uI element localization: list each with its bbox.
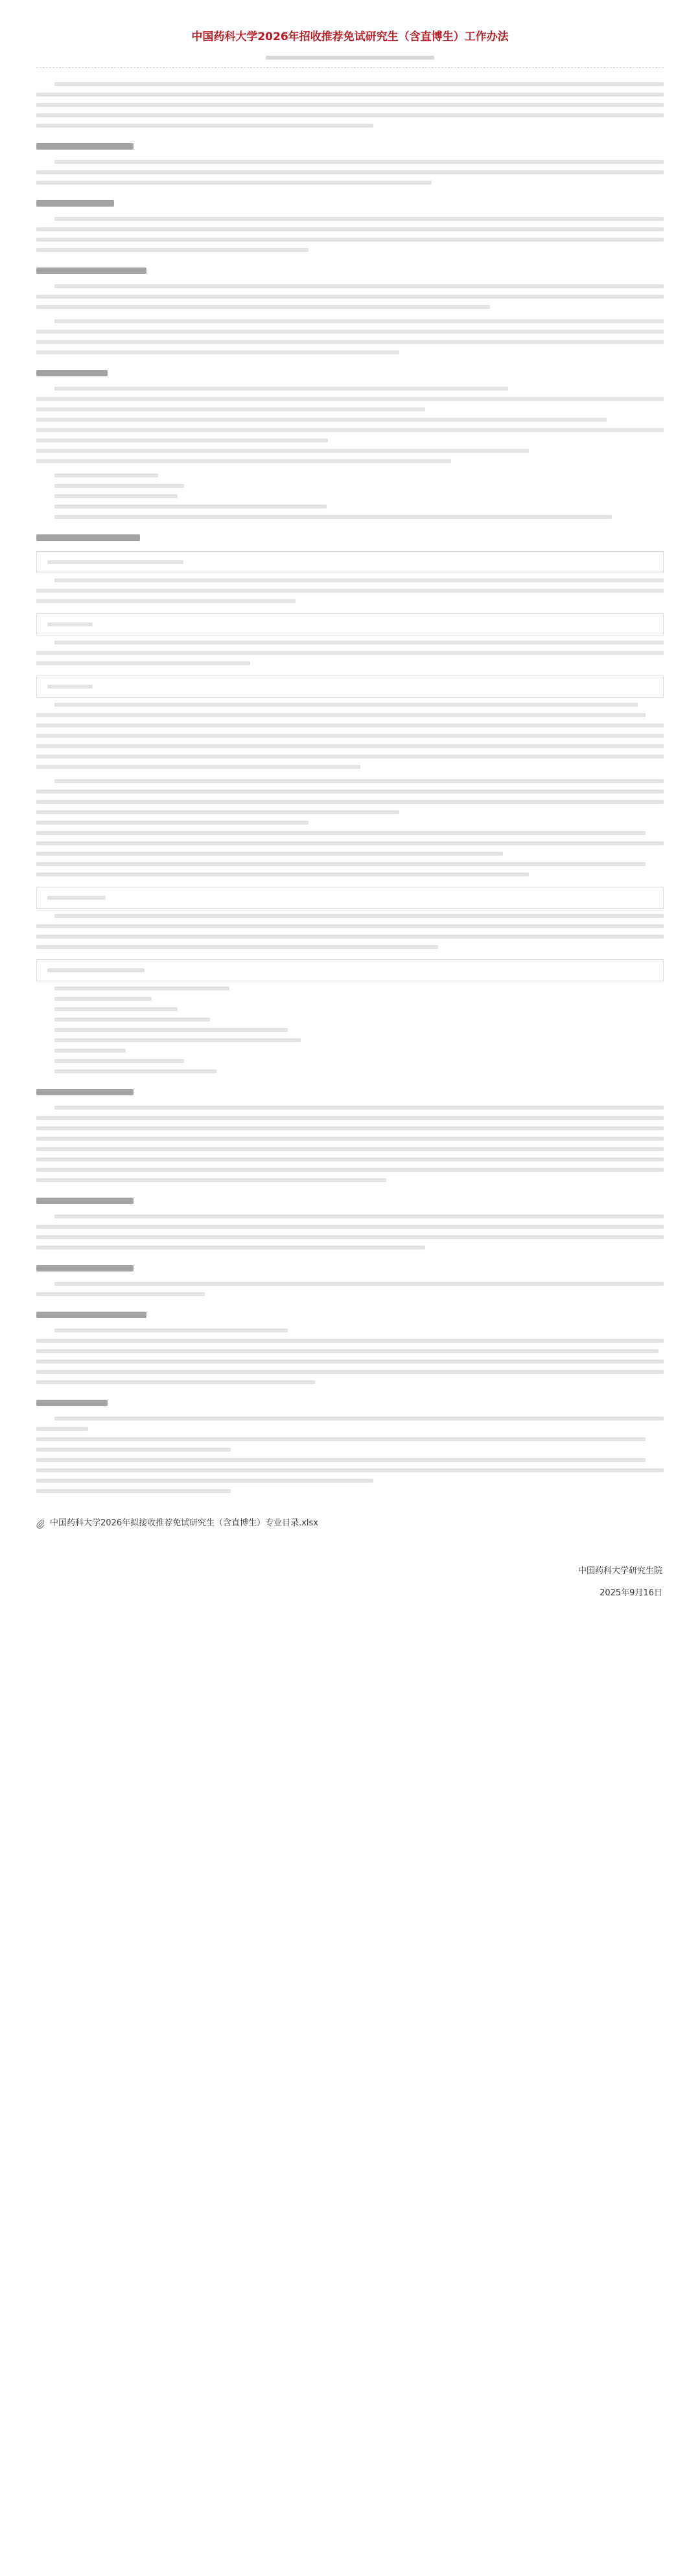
text-line-placeholder — [36, 872, 529, 876]
text-line-placeholder — [54, 1106, 664, 1110]
text-line-placeholder — [54, 82, 664, 86]
text-line-placeholder — [36, 1437, 646, 1441]
paragraph-placeholder — [36, 1214, 664, 1249]
text-line-placeholder — [36, 93, 664, 97]
text-line-placeholder — [36, 1427, 88, 1431]
title-divider — [36, 67, 664, 68]
text-line-placeholder — [36, 744, 664, 748]
text-line-placeholder — [36, 1489, 231, 1493]
text-line-placeholder — [36, 1246, 425, 1249]
text-line-placeholder — [47, 896, 106, 900]
paragraph-placeholder — [36, 914, 664, 949]
text-line-placeholder — [36, 724, 664, 727]
text-line-placeholder — [36, 1370, 664, 1374]
text-line-placeholder — [54, 914, 664, 918]
text-line-placeholder — [54, 217, 664, 221]
text-line-placeholder — [54, 997, 152, 1001]
paragraph-placeholder — [36, 82, 664, 128]
text-line-placeholder — [54, 703, 638, 707]
text-line-placeholder — [36, 862, 646, 866]
signoff-date: 2025年9月16日 — [600, 1588, 662, 1598]
subsection-box-placeholder — [36, 959, 664, 981]
text-line-placeholder — [54, 578, 664, 582]
text-line-placeholder — [54, 1049, 126, 1053]
text-line-placeholder — [36, 800, 664, 804]
text-line-placeholder — [36, 1458, 646, 1462]
text-line-placeholder — [36, 924, 664, 928]
paragraph-placeholder — [36, 578, 664, 603]
text-line-placeholder — [36, 713, 646, 717]
section-heading-placeholder — [36, 200, 114, 207]
text-line-placeholder — [36, 1137, 664, 1141]
text-line-placeholder — [36, 1157, 664, 1161]
text-line-placeholder — [54, 779, 664, 783]
text-line-placeholder — [36, 1380, 315, 1384]
text-line-placeholder — [54, 1328, 288, 1332]
text-line-placeholder — [36, 841, 664, 845]
text-line-placeholder — [36, 1116, 664, 1120]
section-heading-placeholder — [36, 1198, 134, 1204]
section-heading-placeholder — [36, 1089, 134, 1095]
text-line-placeholder — [36, 350, 399, 354]
text-line-placeholder — [36, 170, 664, 174]
text-line-placeholder — [36, 831, 646, 835]
text-line-placeholder — [54, 1417, 664, 1420]
text-line-placeholder — [54, 1214, 664, 1218]
text-line-placeholder — [36, 810, 399, 814]
indented-block-placeholder — [36, 986, 664, 1073]
text-line-placeholder — [47, 968, 145, 972]
text-line-placeholder — [36, 651, 664, 655]
text-line-placeholder — [36, 330, 664, 334]
paragraph-placeholder — [36, 217, 664, 252]
text-line-placeholder — [36, 1168, 664, 1172]
text-line-placeholder — [54, 473, 158, 477]
paragraph-placeholder — [36, 1328, 664, 1384]
paragraph-placeholder — [36, 779, 664, 876]
text-line-placeholder — [36, 124, 373, 128]
text-line-placeholder — [54, 1028, 288, 1032]
text-line-placeholder — [54, 1038, 301, 1042]
text-line-placeholder — [36, 295, 664, 299]
text-line-placeholder — [36, 790, 664, 793]
text-line-placeholder — [36, 113, 664, 117]
text-line-placeholder — [36, 599, 296, 603]
text-line-placeholder — [36, 181, 432, 185]
paragraph-placeholder — [36, 319, 664, 354]
indented-block-placeholder — [36, 473, 664, 519]
text-line-placeholder — [36, 428, 664, 432]
signoff-organization: 中国药科大学研究生院 — [578, 1566, 662, 1576]
text-line-placeholder — [36, 589, 664, 593]
text-line-placeholder — [54, 1069, 216, 1073]
text-line-placeholder — [36, 238, 664, 242]
text-line-placeholder — [36, 248, 309, 252]
text-line-placeholder — [54, 1007, 178, 1011]
subsection-box-placeholder — [36, 676, 664, 698]
paragraph-placeholder — [36, 1106, 664, 1182]
paperclip-icon — [36, 1519, 45, 1529]
attachment-link[interactable] — [36, 1518, 664, 1529]
text-line-placeholder — [36, 439, 328, 442]
text-line-placeholder — [54, 986, 229, 990]
section-heading-placeholder — [36, 1400, 108, 1406]
text-line-placeholder — [47, 622, 93, 626]
text-line-placeholder — [47, 685, 93, 689]
section-heading-placeholder — [36, 534, 140, 541]
paragraph-placeholder — [36, 1417, 664, 1493]
text-line-placeholder — [36, 340, 664, 344]
section-heading-placeholder — [36, 1312, 146, 1318]
text-line-placeholder — [54, 505, 327, 508]
text-line-placeholder — [36, 407, 425, 411]
text-line-placeholder — [36, 1448, 231, 1452]
text-line-placeholder — [54, 515, 612, 519]
text-line-placeholder — [36, 1126, 664, 1130]
paragraph-placeholder — [36, 641, 664, 665]
attachment-filename: 中国药科大学2026年拟接收推荐免试研究生（含直博生）专业目录.xlsx — [50, 1518, 318, 1528]
text-line-placeholder — [36, 305, 490, 309]
subsection-box-placeholder — [36, 613, 664, 635]
text-line-placeholder — [36, 1479, 373, 1483]
meta-line-placeholder — [266, 56, 434, 60]
text-line-placeholder — [54, 641, 664, 644]
section-heading-placeholder — [36, 1265, 134, 1271]
text-line-placeholder — [36, 227, 664, 231]
text-line-placeholder — [36, 935, 664, 939]
paragraph-placeholder — [36, 160, 664, 185]
subsection-box-placeholder — [36, 551, 664, 573]
article-body — [36, 82, 664, 1604]
text-line-placeholder — [47, 560, 183, 564]
text-line-placeholder — [54, 284, 664, 288]
section-heading-placeholder — [36, 268, 146, 274]
text-line-placeholder — [36, 821, 309, 825]
text-line-placeholder — [54, 494, 178, 498]
text-line-placeholder — [36, 1147, 664, 1151]
text-line-placeholder — [54, 387, 508, 391]
text-line-placeholder — [36, 418, 607, 422]
text-line-placeholder — [54, 484, 184, 488]
text-line-placeholder — [36, 1468, 664, 1472]
text-line-placeholder — [36, 755, 664, 758]
text-line-placeholder — [36, 1339, 664, 1343]
section-heading-placeholder — [36, 143, 134, 150]
text-line-placeholder — [36, 1349, 659, 1353]
subsection-box-placeholder — [36, 887, 664, 909]
text-line-placeholder — [54, 1018, 210, 1021]
text-line-placeholder — [36, 459, 451, 463]
text-line-placeholder — [36, 103, 664, 107]
text-line-placeholder — [36, 661, 250, 665]
text-line-placeholder — [36, 1178, 386, 1182]
signoff-block — [36, 1560, 664, 1604]
text-line-placeholder — [36, 765, 360, 769]
text-line-placeholder — [36, 945, 438, 949]
text-line-placeholder — [54, 1282, 664, 1286]
text-line-placeholder — [36, 1360, 664, 1363]
text-line-placeholder — [36, 734, 664, 738]
text-line-placeholder — [54, 160, 664, 164]
paragraph-placeholder — [36, 703, 664, 769]
text-line-placeholder — [54, 1059, 184, 1063]
paragraph-placeholder — [36, 1282, 664, 1296]
text-line-placeholder — [36, 852, 503, 856]
text-line-placeholder — [36, 1225, 664, 1229]
paragraph-placeholder — [36, 387, 664, 463]
text-line-placeholder — [36, 1235, 664, 1239]
section-heading-placeholder — [36, 370, 108, 376]
text-line-placeholder — [36, 397, 664, 401]
text-line-placeholder — [36, 449, 529, 453]
page-title: 中国药科大学2026年招收推荐免试研究生（含直博生）工作办法 — [191, 30, 509, 43]
text-line-placeholder — [54, 319, 664, 323]
text-line-placeholder — [36, 1292, 205, 1296]
paragraph-placeholder — [36, 284, 664, 309]
